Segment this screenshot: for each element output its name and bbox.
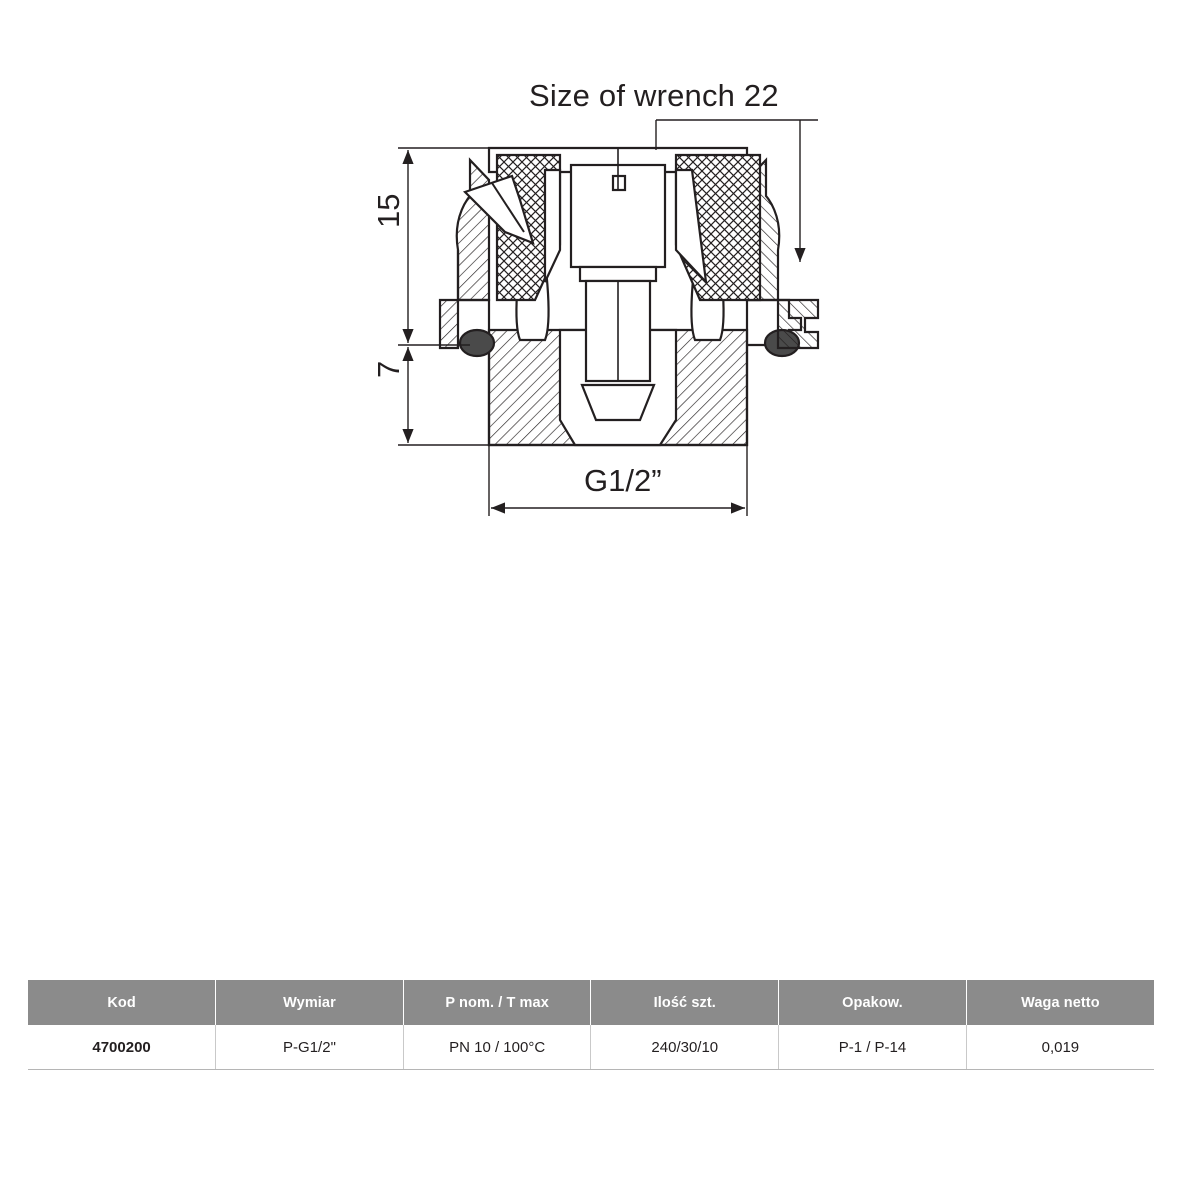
- valve-section-view: [440, 148, 818, 445]
- cell-wymiar: P-G1/2": [216, 1025, 404, 1070]
- spec-table: [28, 980, 1154, 1070]
- cap-inner-channel: [545, 170, 560, 282]
- column-header-opakow: Opakow.: [779, 980, 967, 1025]
- column-header-pnom-tmax: P nom. / T max: [403, 980, 591, 1025]
- flange-left: [440, 300, 458, 348]
- cell-ilosc: 240/30/10: [591, 1025, 779, 1070]
- gasket-left: [460, 330, 494, 356]
- cell-opakow: P-1 / P-14: [779, 1025, 967, 1070]
- dimension-label-15: 15: [371, 193, 406, 228]
- table-header-row: [28, 980, 1154, 1025]
- column-header-kod: Kod: [28, 980, 216, 1025]
- column-header-wymiar: Wymiar: [216, 980, 404, 1025]
- dimension-label-7: 7: [371, 360, 406, 378]
- cell-waga: 0,019: [966, 1025, 1154, 1070]
- column-header-ilosc: Ilość szt.: [591, 980, 779, 1025]
- column-header-waga: Waga netto: [966, 980, 1154, 1025]
- table-row: [28, 1025, 1154, 1070]
- valve-seat-cone: [582, 385, 654, 420]
- plunger-collar: [580, 267, 656, 281]
- flange-right: [778, 300, 818, 348]
- wrench-size-label: Size of wrench 22: [529, 78, 779, 113]
- plunger-notch: [613, 176, 625, 190]
- cell-pnom-tmax: PN 10 / 100°C: [403, 1025, 591, 1070]
- cap-body-left: [457, 160, 489, 300]
- thread-size-label: G1/2”: [584, 463, 662, 498]
- cell-kod: 4700200: [28, 1025, 216, 1070]
